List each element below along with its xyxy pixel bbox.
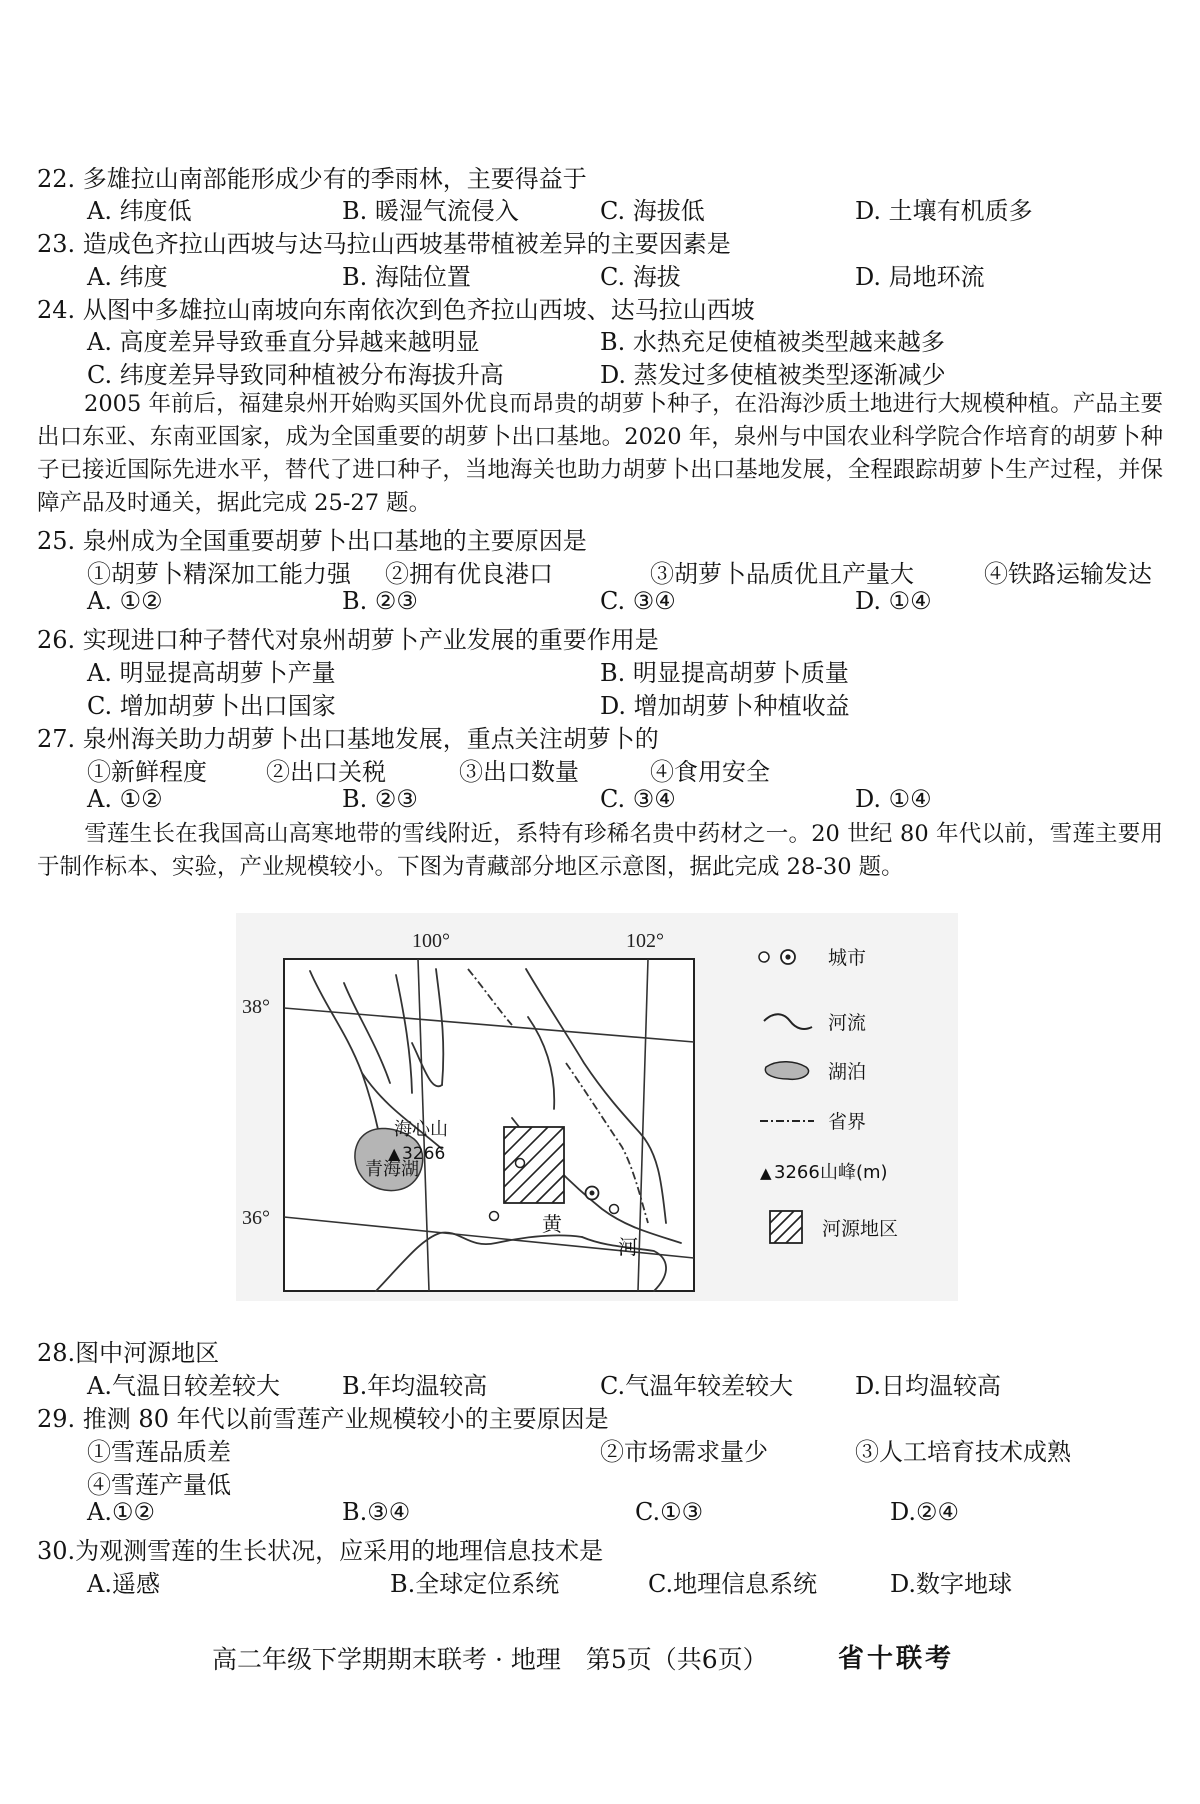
q29-option-a: A.①②	[87, 1498, 155, 1526]
q27-statement-4: ④食用安全	[650, 758, 770, 786]
q30-option-c: C.地理信息系统	[648, 1570, 818, 1598]
q25-statement-3: ③胡萝卜品质优且产量大	[650, 560, 914, 588]
q24-option-d: D. 蒸发过多使植被类型逐渐减少	[600, 361, 946, 389]
q24-option-b: B. 水热充足使植被类型越来越多	[600, 328, 945, 356]
q24-option-a: A. 高度差异导致垂直分异越来越明显	[87, 328, 480, 356]
q28-option-a: A.气温日较差较大	[87, 1372, 280, 1400]
peak-name: 海心山	[394, 1119, 448, 1140]
legend-lake-icon	[765, 1062, 808, 1080]
q28-option-d: D.日均温较高	[855, 1372, 1002, 1400]
map-lat-38: 38°	[242, 996, 270, 1018]
city-marker	[610, 1205, 619, 1214]
q27-option-a: A. ①②	[87, 785, 163, 813]
q27-option-b: B. ②③	[342, 785, 418, 813]
city-marker	[490, 1212, 499, 1221]
page-footer: 高二年级下学期期末联考 · 地理 第5页（共6页）	[212, 1645, 768, 1674]
passage-carrot: 2005 年前后，福建泉州开始购买国外优良而昂贵的胡萝卜种子，在沿海沙质土地进行大规模种植。产品主要出口东亚、东南亚国家，成为全国重要的胡萝卜出口基地。2020 年，泉州与中国农业科学院合作培育的胡萝卜种子已接近国际先进水平，替代了进口种子，当地海关也助力胡萝卜出口基地发展，全程跟踪胡萝卜生产过程，并保障产品及时通关，据此完成 25-27 题。	[37, 391, 1163, 516]
legend-city-label: 城市	[828, 947, 867, 969]
q23-option-d: D. 局地环流	[855, 263, 985, 291]
question-26-stem: 26. 实现进口种子替代对泉州胡萝卜产业发展的重要作用是	[37, 626, 659, 654]
legend-peak-label: 山峰(m)	[820, 1162, 888, 1183]
q29-statement-4: ④雪莲产量低	[87, 1471, 231, 1499]
map-lon-100: 100°	[412, 930, 450, 952]
peak-marker-icon: ▲	[388, 1144, 401, 1163]
q29-option-d: D.②④	[890, 1498, 960, 1526]
q25-statement-4: ④铁路运输发达	[984, 560, 1152, 588]
q25-option-d: D. ①④	[855, 587, 932, 615]
q24-option-c: C. 纬度差异导致同种植被分布海拔升高	[87, 361, 504, 389]
question-30-stem: 30.为观测雪莲的生长状况，应采用的地理信息技术是	[37, 1537, 604, 1565]
q30-option-a: A.遥感	[87, 1570, 160, 1598]
headwater-area	[504, 1127, 564, 1203]
q23-option-c: C. 海拔	[600, 263, 681, 291]
q28-option-c: C.气温年较差较大	[600, 1372, 794, 1400]
q26-option-a: A. 明显提高胡萝卜产量	[87, 659, 336, 687]
q29-statement-2: ②市场需求量少	[600, 1438, 768, 1466]
q25-option-c: C. ③④	[600, 587, 676, 615]
q28-option-b: B.年均温较高	[342, 1372, 488, 1400]
question-23-stem: 23. 造成色齐拉山西坡与达马拉山西坡基带植被差异的主要因素是	[37, 230, 731, 258]
q29-statement-1: ①雪莲品质差	[87, 1438, 231, 1466]
passage-snow-lotus: 雪莲生长在我国高山高寒地带的雪线附近，系特有珍稀名贵中药材之一。20 世纪 80 年代以前，雪莲主要用于制作标本、实验，产业规模较小。下图为青藏部分地区示意图，据此完成 28-30 题。	[37, 821, 1163, 880]
q22-option-c: C. 海拔低	[600, 197, 705, 225]
q26-option-c: C. 增加胡萝卜出口国家	[87, 692, 336, 720]
q25-statement-1: ①胡萝卜精深加工能力强	[87, 560, 351, 588]
legend-border-label: 省界	[828, 1111, 867, 1133]
legend-peak-icon: ▲	[760, 1164, 772, 1182]
map-lon-102: 102°	[626, 930, 664, 952]
q29-option-c: C.①③	[635, 1498, 704, 1526]
legend-river-label: 河流	[828, 1012, 867, 1034]
q22-option-b: B. 暖湿气流侵入	[342, 197, 519, 225]
question-25-stem: 25. 泉州成为全国重要胡萝卜出口基地的主要原因是	[37, 527, 587, 555]
q29-option-b: B.③④	[342, 1498, 411, 1526]
q30-option-d: D.数字地球	[890, 1570, 1013, 1598]
q25-statement-2: ②拥有优良港口	[385, 560, 553, 588]
city-marker	[516, 1159, 525, 1168]
q26-option-d: D. 增加胡萝卜种植收益	[600, 692, 850, 720]
capital-dot	[590, 1191, 595, 1196]
q23-option-a: A. 纬度	[87, 263, 168, 291]
map-lat-36: 36°	[242, 1207, 270, 1229]
legend-peak-value: 3266	[774, 1162, 820, 1183]
q30-option-b: B.全球定位系统	[390, 1570, 560, 1598]
legend-lake-label: 湖泊	[828, 1061, 867, 1083]
q27-statement-3: ③出口数量	[459, 758, 579, 786]
q27-option-d: D. ①④	[855, 785, 932, 813]
legend-source-label: 河源地区	[822, 1218, 899, 1240]
river-label-he: 河	[618, 1235, 638, 1259]
exam-seal: 省十联考	[838, 1644, 955, 1674]
q25-option-a: A. ①②	[87, 587, 163, 615]
qinghai-map-figure	[236, 913, 958, 1301]
q22-option-a: A. 纬度低	[87, 197, 192, 225]
q27-statement-2: ②出口关税	[266, 758, 386, 786]
question-27-stem: 27. 泉州海关助力胡萝卜出口基地发展，重点关注胡萝卜的	[37, 725, 659, 753]
legend-source-icon	[770, 1211, 802, 1243]
question-24-stem: 24. 从图中多雄拉山南坡向东南依次到色齐拉山西坡、达马拉山西坡	[37, 296, 755, 324]
q22-option-d: D. 土壤有机质多	[855, 197, 1033, 225]
q29-statement-3: ③人工培育技术成熟	[855, 1438, 1071, 1466]
question-22-stem: 22. 多雄拉山南部能形成少有的季雨林，主要得益于	[37, 165, 587, 193]
legend-city-icon	[759, 952, 769, 962]
q27-statement-1: ①新鲜程度	[87, 758, 207, 786]
peak-elevation: 3266	[402, 1144, 446, 1164]
q27-option-c: C. ③④	[600, 785, 676, 813]
question-28-stem: 28.图中河源地区	[37, 1339, 220, 1367]
lake-name: 青海湖	[365, 1159, 419, 1180]
question-29-stem: 29. 推测 80 年代以前雪莲产业规模较小的主要原因是	[37, 1405, 609, 1433]
river-label-huang: 黄	[542, 1212, 562, 1236]
q25-option-b: B. ②③	[342, 587, 418, 615]
q26-option-b: B. 明显提高胡萝卜质量	[600, 659, 849, 687]
q23-option-b: B. 海陆位置	[342, 263, 471, 291]
